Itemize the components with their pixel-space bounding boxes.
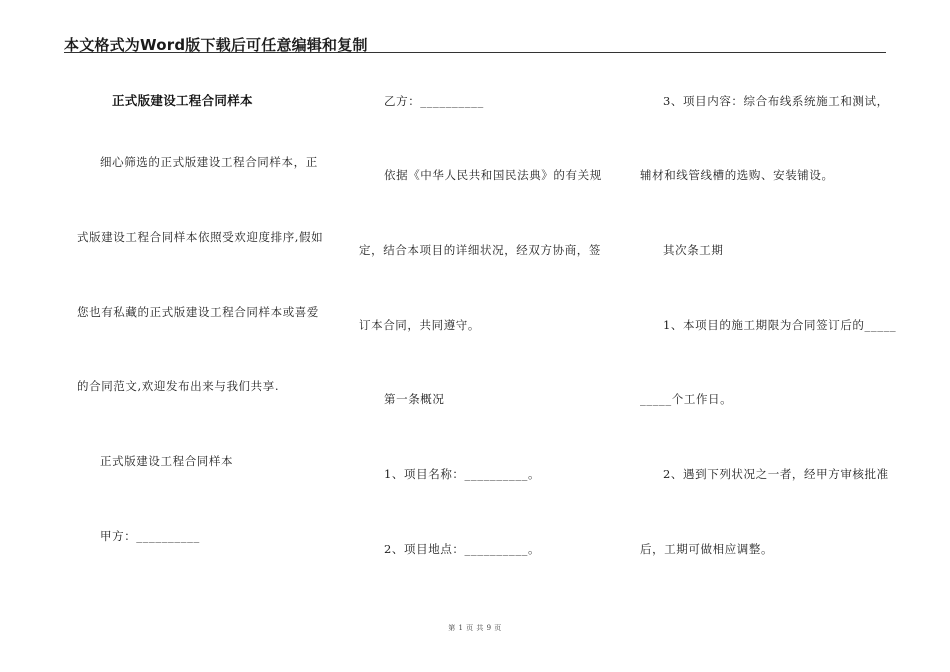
page-number-footer: 第 1 页 共 9 页 — [448, 624, 502, 632]
paragraph-line: _____个工作日。 — [640, 392, 733, 406]
paragraph-line: 式版建设工程合同样本依照受欢迎度排序,假如 — [77, 230, 324, 244]
document-title: 正式版建设工程合同样本 — [112, 93, 253, 108]
party-b-line: 乙方：__________ — [384, 94, 484, 108]
clause-item: 2、遇到下列状况之一者，经甲方审核批准 — [663, 467, 889, 481]
header-divider — [64, 52, 886, 53]
clause-item: 2、项目地点：__________。 — [384, 542, 541, 556]
section-heading: 正式版建设工程合同样本 — [100, 454, 234, 468]
party-a-line: 甲方：__________ — [100, 529, 200, 543]
paragraph-line: 依据《中华人民共和国民法典》的有关规 — [384, 168, 602, 182]
paragraph-line: 您也有私藏的正式版建设工程合同样本或喜爱 — [77, 305, 319, 319]
clause-heading: 其次条工期 — [663, 243, 724, 257]
paragraph-line: 后，工期可做相应调整。 — [640, 542, 774, 556]
paragraph-line: 订本合同，共同遵守。 — [359, 318, 480, 332]
clause-item: 1、项目名称：__________。 — [384, 467, 541, 481]
paragraph-line: 细心筛选的正式版建设工程合同样本，正 — [100, 155, 318, 169]
document-header-title: 本文格式为Word版下载后可任意编辑和复制 — [64, 36, 368, 54]
clause-item: 3、项目内容：综合布线系统施工和测试， — [663, 94, 889, 108]
clause-heading: 第一条概况 — [384, 392, 445, 406]
paragraph-line: 的合同范文,欢迎发布出来与我们共享. — [77, 379, 280, 393]
paragraph-line: 定，结合本项目的详细状况，经双方协商，签 — [359, 243, 601, 257]
clause-item: 1、本项目的施工期限为合同签订后的_____ — [663, 318, 897, 332]
paragraph-line: 辅材和线管线槽的选购、安装铺设。 — [640, 168, 834, 182]
